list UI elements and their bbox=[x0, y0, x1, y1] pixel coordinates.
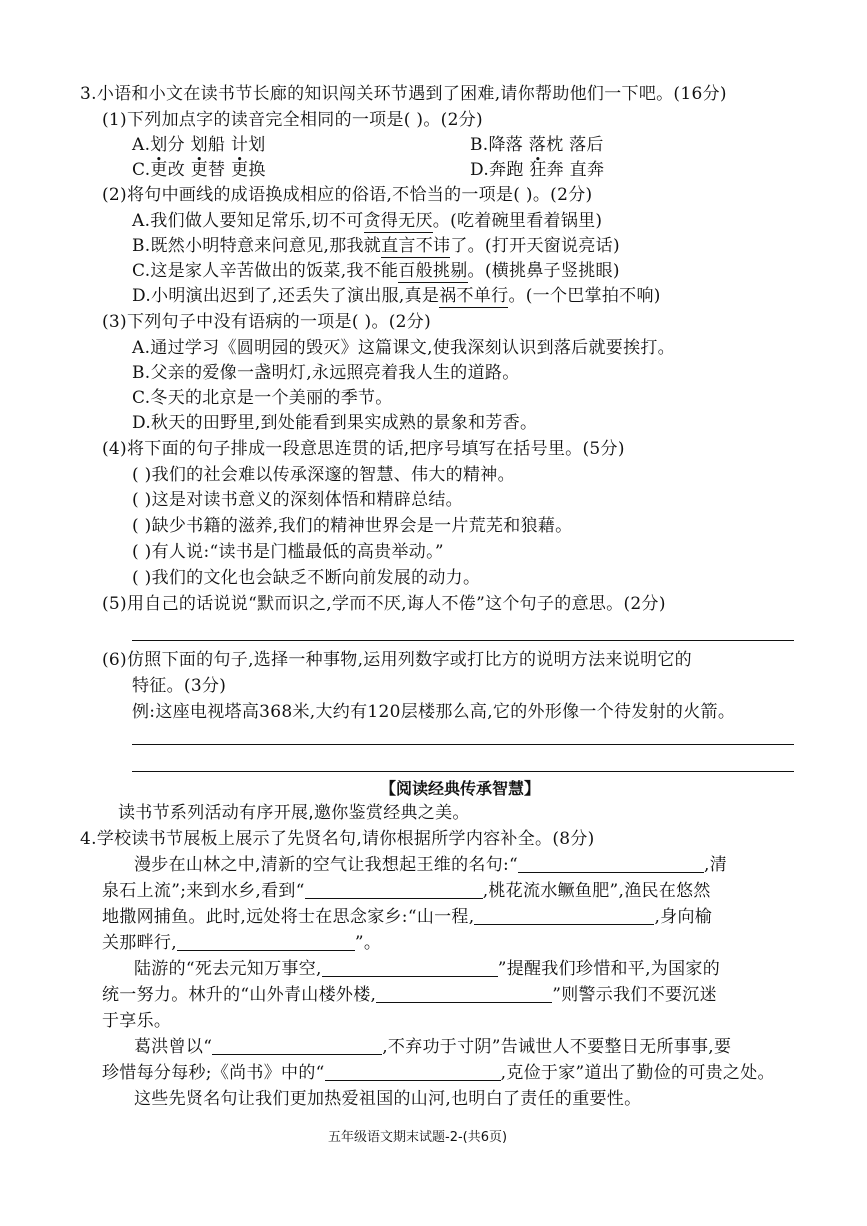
q3-3-option-a: A.通过学习《圆明园的毁灭》这篇课文,使我深刻认识到落后就要挨打。 bbox=[132, 338, 675, 358]
q3-2-option-a: A.我们做人要知足常乐,切不可贪得无厌。(吃着碗里看着锅里) bbox=[132, 211, 603, 231]
emphasis-dot-char: 更 bbox=[190, 160, 209, 180]
q3-1-option-a: A.划分 划船 计划 bbox=[132, 135, 266, 155]
underlined-idiom: 祸不单行 bbox=[439, 286, 509, 306]
q3-5-stem: (5)用自己的话说说“默而识之,学而不厌,诲人不倦”这个句子的意思。(2分) bbox=[102, 594, 666, 614]
q3-4-stem: (4)将下面的句子排成一段意思连贯的话,把序号填写在括号里。(5分) bbox=[102, 439, 625, 459]
fill-blank[interactable] bbox=[212, 1038, 382, 1055]
q4-line: 关那畔行, ”。 bbox=[102, 933, 382, 953]
q4-line: 这些先贤名句让我们更加热爱祖国的山河,也明白了责任的重要性。 bbox=[134, 1089, 642, 1109]
q4-line: 陆游的“死去元知万事空, ”提醒我们珍惜和平,为国家的 bbox=[134, 959, 720, 979]
q3-6-stem-cont: 特征。(3分) bbox=[132, 676, 227, 696]
emphasis-dot-char: 更 bbox=[150, 160, 168, 180]
q4-line: 漫步在山林之中,清新的空气让我想起王维的名句:“ ,清 bbox=[134, 855, 728, 875]
q3-1-stem: (1)下列加点字的读音完全相同的一项是( )。(2分) bbox=[102, 110, 483, 130]
q3-3-option-b: B.父亲的爱像一盏明灯,永远照亮着我人生的道路。 bbox=[132, 363, 520, 383]
q3-4-item: ( )这是对读书意义的深刻体悟和精辟总结。 bbox=[132, 490, 463, 510]
underlined-idiom: 百般挑剔 bbox=[398, 261, 468, 281]
section-banner: 【阅读经典传承智慧】 bbox=[380, 779, 541, 798]
answer-line[interactable] bbox=[132, 771, 794, 772]
q3-2-option-c: C.这是家人辛苦做出的饭菜,我不能百般挑剔。(横挑鼻子竖挑眼) bbox=[132, 261, 620, 281]
q3-4-item: ( )有人说:“读书是门槛最低的高贵举动。” bbox=[132, 542, 444, 562]
emphasis-dot-char: 更 bbox=[231, 160, 249, 180]
underlined-idiom: 直言不讳 bbox=[381, 236, 451, 256]
q3-1-option-c: C.更改 更替 更换 bbox=[132, 160, 266, 180]
underlined-idiom: 贪得无厌 bbox=[363, 211, 433, 231]
q3-2-option-d: D.小明演出迟到了,还丢失了演出服,真是祸不单行。(一个巴掌拍不响) bbox=[132, 286, 661, 306]
q4-line: 葛洪曾以“ ,不弃功于寸阴”告诫世人不要整日无所事事,要 bbox=[134, 1037, 732, 1057]
fill-blank[interactable] bbox=[305, 882, 483, 899]
answer-line[interactable] bbox=[132, 640, 794, 641]
q3-6-stem: (6)仿照下面的句子,选择一种事物,运用列数字或打比方的说明方法来说明它的 bbox=[102, 650, 692, 670]
q4-line: 统一努力。林升的“山外青山楼外楼, ”则警示我们不要沉迷 bbox=[102, 985, 717, 1005]
q3-2-stem: (2)将句中画线的成语换成相应的俗语,不恰当的一项是( )。(2分) bbox=[102, 185, 593, 205]
q4-line: 珍惜每分每秒;《尚书》中的“ ,克俭于家”道出了勤俭的可贵之处。 bbox=[102, 1063, 775, 1083]
q4-line: 于享乐。 bbox=[102, 1011, 172, 1031]
q3-4-item: ( )我们的社会难以传承深邃的智慧、伟大的精神。 bbox=[132, 465, 515, 485]
section-intro: 读书节系列活动有序开展,邀你鉴赏经典之美。 bbox=[118, 803, 470, 823]
q4-line: 泉石上流”;来到水乡,看到“ ,桃花流水鳜鱼肥”,渔民在悠然 bbox=[102, 881, 711, 901]
q3-1-option-d: D.奔跑 狂奔 直奔 bbox=[470, 160, 605, 180]
fill-blank[interactable] bbox=[322, 960, 498, 977]
page-footer: 五年级语文期末试题-2-(共6页) bbox=[328, 1130, 508, 1145]
q3-4-item: ( )缺少书籍的滋养,我们的精神世界会是一片荒芜和狼藉。 bbox=[132, 516, 573, 536]
q3-2-option-b: B.既然小明特意来问意见,那我就直言不讳了。(打开天窗说亮话) bbox=[132, 236, 620, 256]
q3-title: 3.小语和小文在读书节长廊的知识闯关环节遇到了困难,请你帮助他们一下吧。(16分) bbox=[80, 84, 727, 104]
answer-line[interactable] bbox=[132, 744, 794, 745]
q3-6-example: 例:这座电视塔高368米,大约有120层楼那么高,它的外形像一个待发射的火箭。 bbox=[132, 702, 736, 722]
q3-4-item: ( )我们的文化也会缺乏不断向前发展的动力。 bbox=[132, 568, 481, 588]
fill-blank[interactable] bbox=[325, 1064, 501, 1081]
fill-blank[interactable] bbox=[177, 934, 355, 951]
q4-line: 地撒网捕鱼。此时,远处将士在思念家乡:“山一程, ,身向榆 bbox=[102, 907, 713, 927]
emphasis-dot-char: 狂 bbox=[529, 160, 547, 180]
q3-1-option-b: B.降落 落枕 落后 bbox=[470, 135, 604, 155]
fill-blank[interactable] bbox=[376, 986, 552, 1003]
fill-blank[interactable] bbox=[474, 908, 654, 925]
q3-3-stem: (3)下列句子中没有语病的一项是( )。(2分) bbox=[102, 312, 432, 332]
q4-title: 4.学校读书节展板上展示了先贤名句,请你根据所学内容补全。(8分) bbox=[80, 829, 595, 849]
q3-3-option-c: C.冬天的北京是一个美丽的季节。 bbox=[132, 388, 393, 408]
fill-blank[interactable] bbox=[518, 856, 704, 873]
q3-3-option-d: D.秋天的田野里,到处能看到果实成熟的景象和芳香。 bbox=[132, 413, 538, 433]
